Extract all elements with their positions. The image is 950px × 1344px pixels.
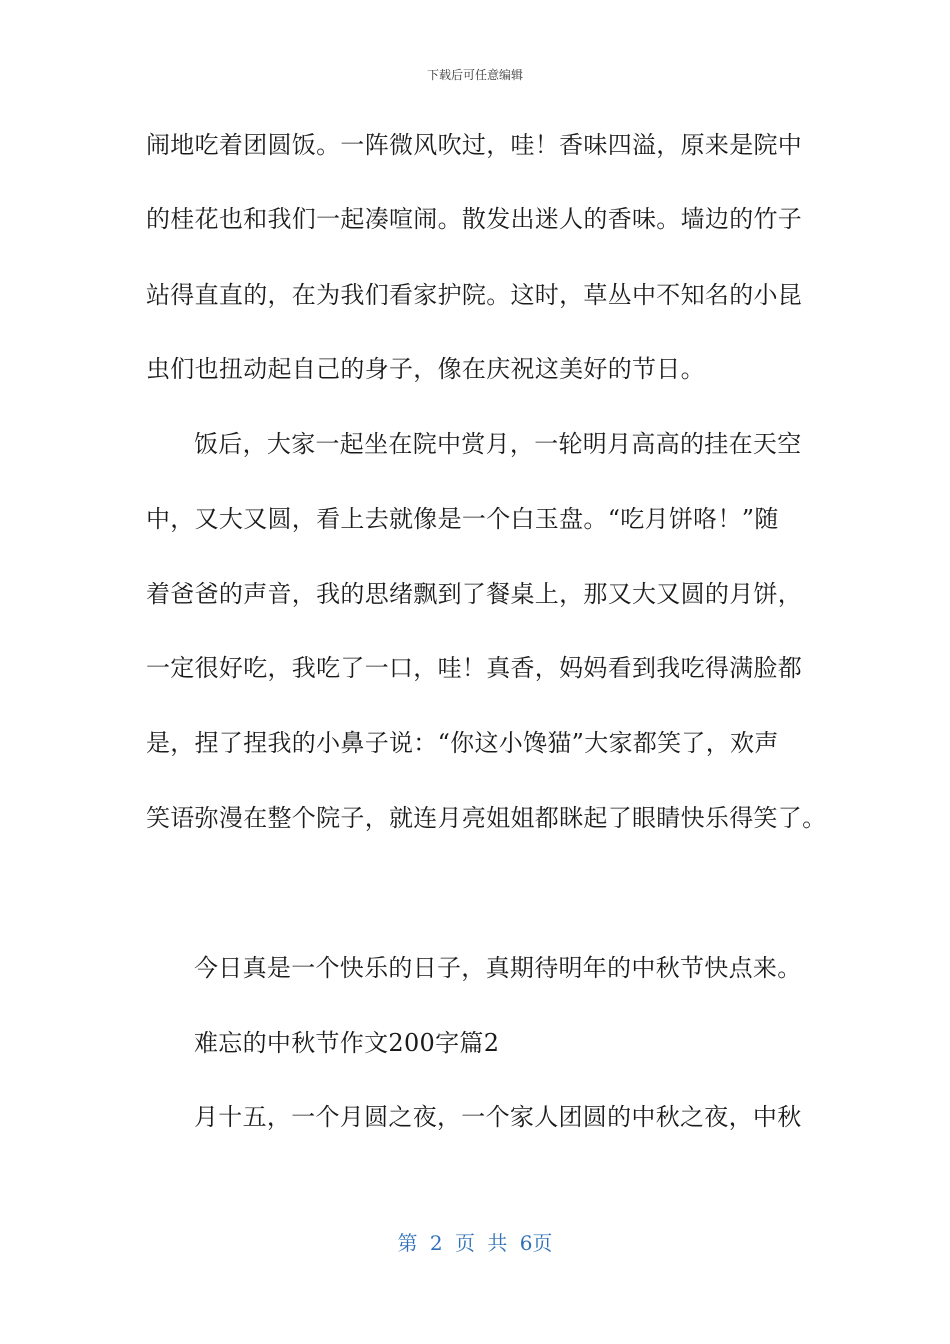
text-line-1: 闹地吃着团圆饭。一阵微风吹过，哇！香味四溢，原来是院中 [146, 131, 803, 159]
text-line-8: 一定很好吃，我吃了一口，哇！真香，妈妈看到我吃得满脸都 [146, 654, 803, 682]
text-line-4: 虫们也扭动起自己的身子，像在庆祝这美好的节日。 [146, 355, 705, 383]
text-line-2: 的桂花也和我们一起凑喧闹。散发出迷人的香味。墙边的竹子 [146, 205, 803, 233]
text-line-13: 月十五，一个月圆之夜，一个家人团圆的中秋之夜，中秋 [194, 1103, 802, 1131]
text-line-9: 是，捏了捏我的小鼻子说：“你这小馋猫”大家都笑了，欢声 [146, 729, 779, 757]
text-line-7: 着爸爸的声音，我的思绪飘到了餐桌上，那又大又圆的月饼， [146, 580, 803, 608]
text-line-3: 站得直直的，在为我们看家护院。这时，草丛中不知名的小昆 [146, 281, 803, 309]
section-heading: 难忘的中秋节作文200字篇2 [194, 1029, 500, 1057]
text-line-10: 笑语弥漫在整个院子，就连月亮姐姐都眯起了眼睛快乐得笑了。 [146, 804, 827, 832]
text-line-11: 今日真是一个快乐的日子，真期待明年的中秋节快点来。 [194, 954, 802, 982]
text-line-5: 饭后，大家一起坐在院中赏月，一轮明月高高的挂在天空 [194, 430, 802, 458]
page-header: 下载后可任意编辑 [426, 68, 523, 82]
page-number-footer: 第 2 页 共 6页 [397, 1231, 553, 1255]
text-line-6: 中，又大又圆，看上去就像是一个白玉盘。“吃月饼咯！”随 [146, 505, 779, 533]
